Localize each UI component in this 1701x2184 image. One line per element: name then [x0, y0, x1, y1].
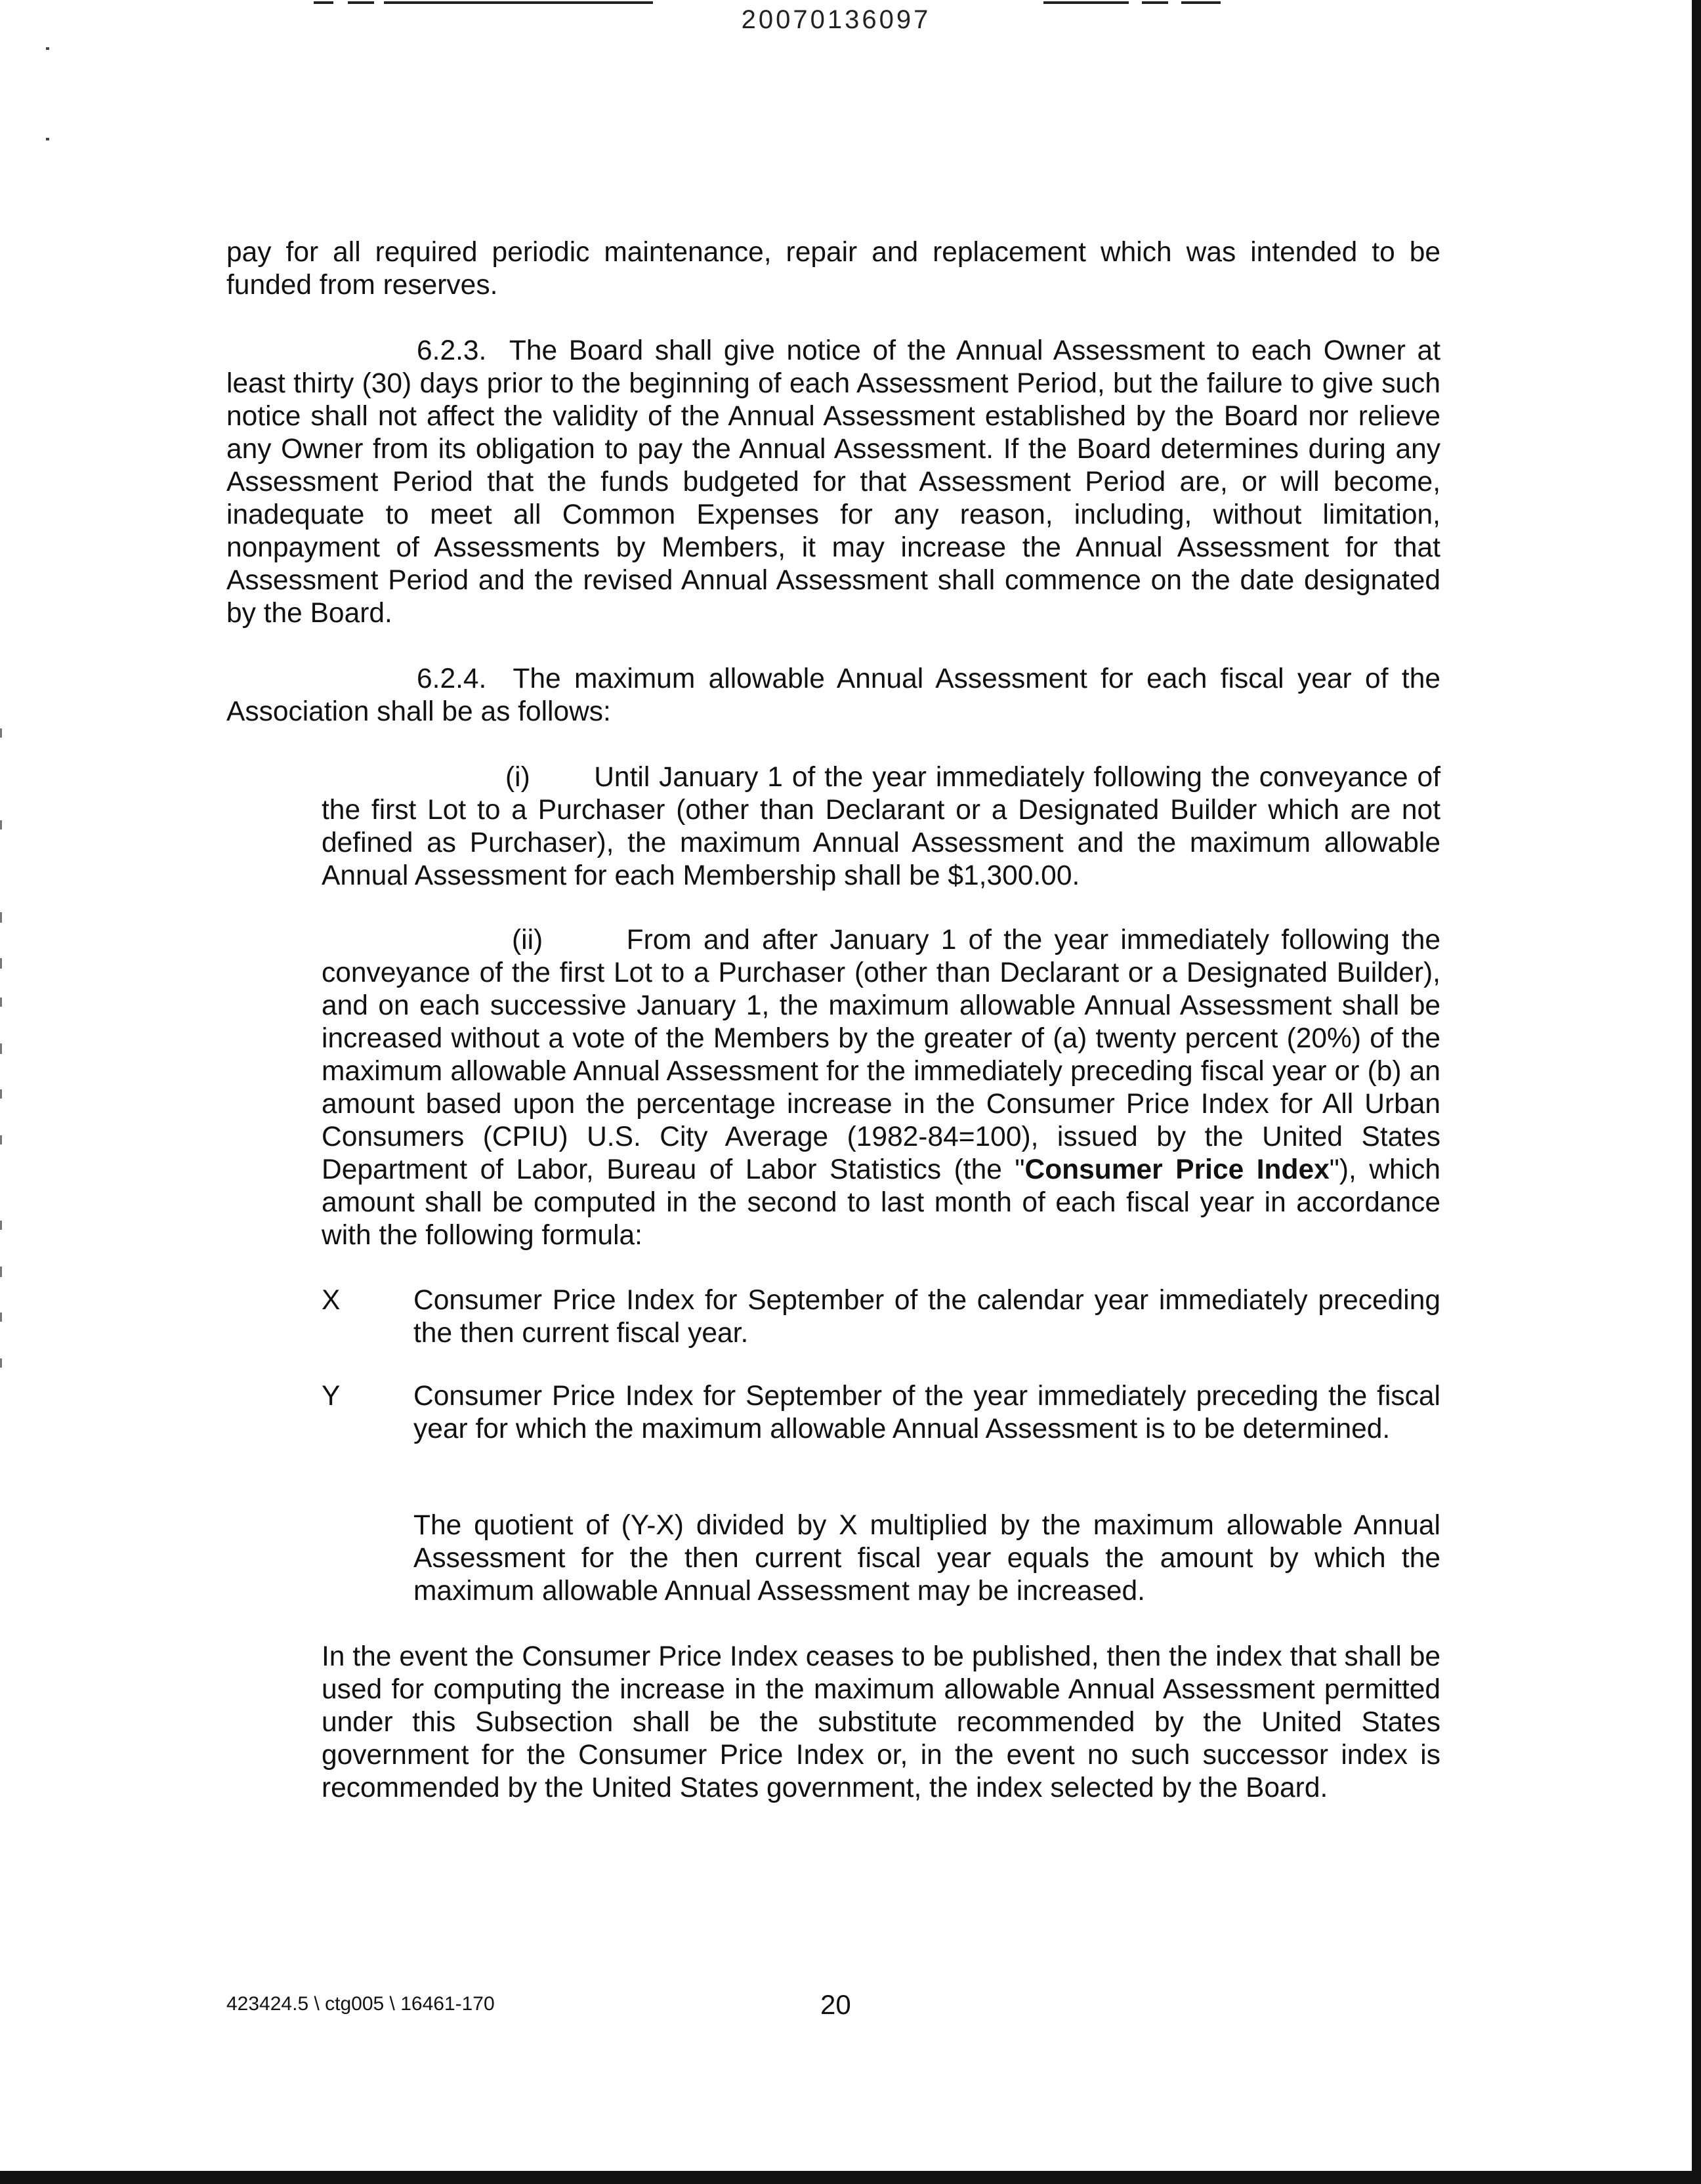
scan-margin-tick [0, 1267, 2, 1277]
scan-margin-tick [0, 1089, 2, 1099]
formula-y-label: Y [322, 1381, 341, 1412]
item-ii-text-a: From and after January 1 of the year immediately following the conveyance of the first Lot to a Purchaser (other than Declarant or a Designated Builder), and on each successive January 1, the maximum allowable Annual Assessment shall be increased without a vote of the Members by the greater of (a) twenty percent (20%) of the maximum allowable Annual Assessment for the immediately preceding fiscal year or (b) an amount based upon the percentage increase in the Consumer Price Index for All Urban Consumers (CPIU) U.S. City Average (1982-84=100), issued by the United States Department of Labor, Bureau of Labor Statistics (the " [322, 925, 1440, 1185]
scan-margin-tick [0, 820, 2, 830]
scan-margin-tick [0, 912, 2, 923]
scan-speck [46, 138, 49, 140]
scan-margin-tick [0, 1221, 2, 1230]
scan-margin-tick [0, 1358, 2, 1368]
section-6-2-3-paragraph [226, 335, 1440, 630]
formula-x-label: X [322, 1285, 341, 1316]
scan-top-rule [1142, 1, 1168, 4]
scan-margin-tick [0, 998, 2, 1007]
scan-margin-tick [0, 728, 2, 738]
scan-margin-tick [0, 1135, 2, 1144]
formula-quotient-paragraph: The quotient of (Y-X) divided by X multiplied by the maximum allowable Annual Assessment for the then current fiscal year equals the amount by which the maximum allowable Annual Assessment may be increased. [413, 1510, 1440, 1606]
item-ii-paragraph [322, 924, 1440, 1252]
successor-index-paragraph: In the event the Consumer Price Index ceases to be published, then the index that shall be used for computing the increase in the maximum allowable Annual Assessment permitted under this Subsection shall be the substitute recommended by the United States government for the Consumer Price Index or, in the event no such successor index is recommended by the United States government, the index selected by the Board. [322, 1641, 1440, 1803]
section-6-2-4-text: The maximum allowable Annual Assessment for each fiscal year of the Association shall be as follows: [226, 663, 1440, 727]
item-i-label: (i) [505, 762, 530, 793]
continuation-paragraph: pay for all required periodic maintenance, repair and replacement which was intended to be funded from reserves. [226, 237, 1440, 301]
scan-top-rule [1181, 1, 1221, 4]
scan-margin-tick [0, 1043, 2, 1054]
scan-right-border [1692, 0, 1701, 2184]
section-6-2-4-paragraph [226, 663, 1440, 728]
section-6-2-3-number: 6.2.3. [417, 335, 487, 366]
item-ii-label: (ii) [512, 925, 543, 956]
scan-top-rule [348, 1, 374, 4]
scan-margin-tick [0, 1312, 2, 1322]
consumer-price-index-term: Consumer Price Index [1024, 1154, 1330, 1185]
document-reference: 423424.5 \ ctg005 \ 16461-170 [226, 1993, 495, 2015]
scan-speck [46, 47, 49, 50]
item-i-text: Until January 1 of the year immediately following the conveyance of the first Lot to a Purchaser (other than Declarant or a Designated Builder which are not defined as Purchaser), the maximum Annual Assessment and the maximum allowable Annual Assessment for each Membership shall be $1,300.00. [322, 762, 1440, 891]
scan-top-rule [1043, 1, 1129, 4]
scan-top-rule [314, 1, 333, 4]
item-ii-text-b: "), which amount shall be computed in the second to last month of each fiscal year in accordance with the following formula: [322, 1154, 1441, 1251]
section-6-2-3-text: The Board shall give notice of the Annual Assessment to each Owner at least thirty (30) days prior to the beginning of each Assessment Period, but the failure to give such notice shall not affect the validity of the Annual Assessment established by the Board nor relieve any Owner from its obligation to pay the Annual Assessment. If the Board determines during any Assessment Period that the funds budgeted for that Assessment Period are, or will become, inadequate to meet all Common Expenses for any reason, including, without limitation, nonpayment of Assessments by Members, it may increase the Annual Assessment for that Assessment Period and the revised Annual Assessment shall commence on the date designated by the Board. [226, 335, 1440, 629]
scan-bottom-border [0, 2171, 1701, 2184]
scan-top-rule [384, 1, 653, 4]
page-number: 20 [820, 1989, 851, 2020]
formula-x-definition: Consumer Price Index for September of the calendar year immediately preceding the then current fiscal year. [413, 1285, 1440, 1349]
item-i-paragraph [322, 761, 1440, 892]
document-number: 20070136097 [741, 5, 931, 34]
scan-margin-tick [0, 958, 2, 969]
section-6-2-4-number: 6.2.4. [417, 663, 487, 694]
formula-y-definition: Consumer Price Index for September of the year immediately preceding the fiscal year for which the maximum allowable Annual Assessment is to be determined. [413, 1381, 1440, 1444]
